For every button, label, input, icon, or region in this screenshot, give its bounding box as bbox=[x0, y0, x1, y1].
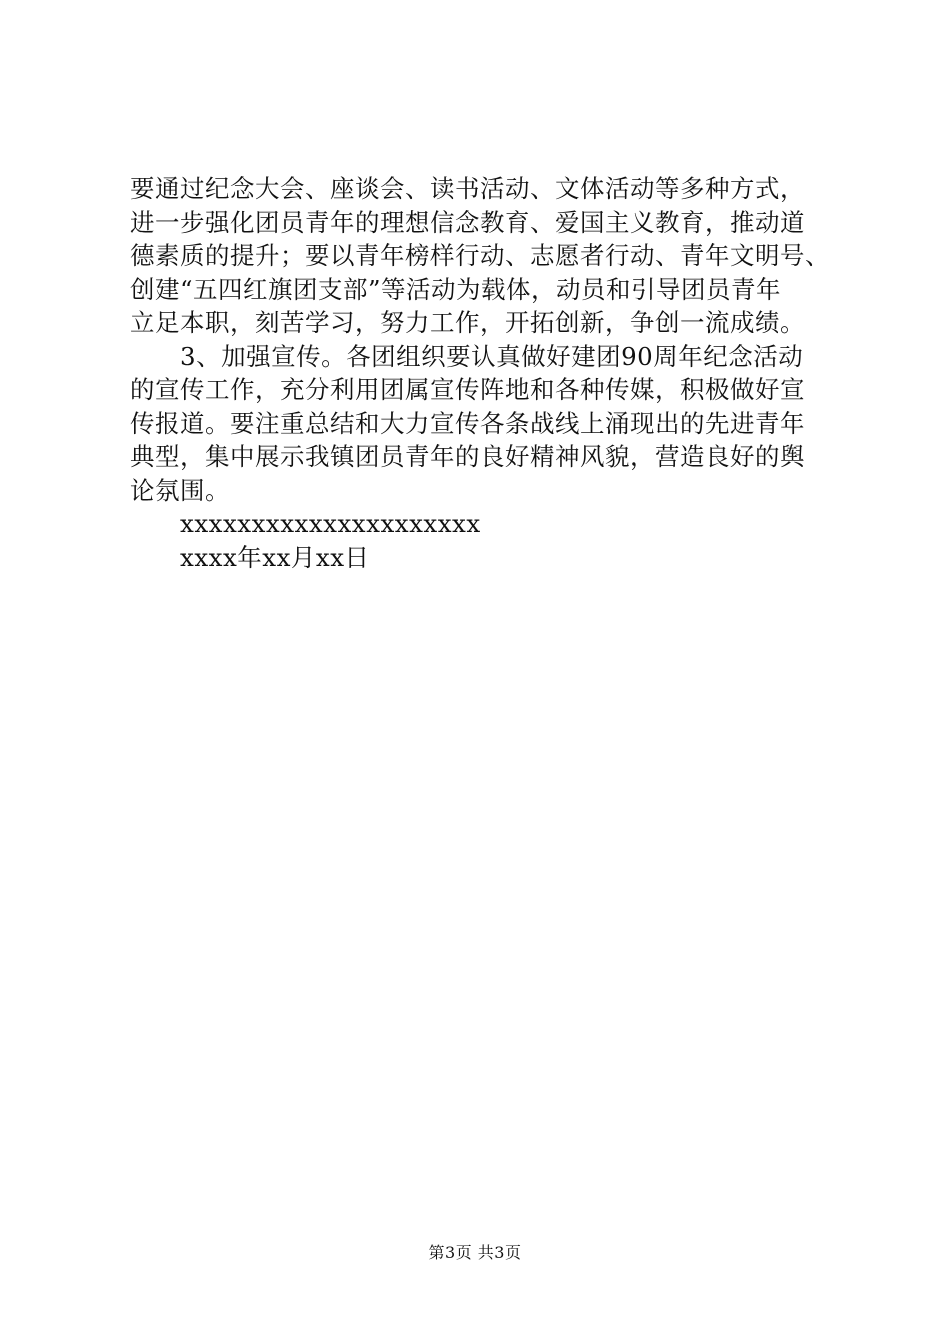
paragraph-2-line-1: 3、加强宣传。各团组织要认真做好建团90周年纪念活动 bbox=[180, 341, 804, 371]
page-indicator: 第3页 共3页 bbox=[428, 1243, 522, 1262]
paragraph-2-line-5: 论氛围。 bbox=[130, 475, 230, 505]
paragraph-1-line-5: 立足本职，刻苦学习，努力工作，开拓创新，争创一流成绩。 bbox=[130, 308, 805, 337]
paragraph-2-line-4: 典型，集中展示我镇团员青年的良好精神风貌，营造良好的舆 bbox=[130, 442, 805, 471]
paragraph-2-line-2: 的宣传工作，充分利用团属宣传阵地和各种传媒，积极做好宣 bbox=[130, 375, 805, 404]
paragraph-1-line-4: 创建“五四红旗团支部”等活动为载体，动员和引导团员青年 bbox=[130, 274, 782, 304]
document-body bbox=[130, 172, 830, 574]
paragraph-1-line-1: 要通过纪念大会、座谈会、读书活动、文体活动等多种方式， bbox=[130, 174, 805, 203]
paragraph-1-line-2: 进一步强化团员青年的理想信念教育、爱国主义教育，推动道 bbox=[130, 207, 805, 237]
signature-line: xxxxxxxxxxxxxxxxxxxxx bbox=[180, 509, 481, 538]
paragraph-1-line-3: 德素质的提升；要以青年榜样行动、志愿者行动、青年文明号、 bbox=[130, 241, 830, 270]
page-footer bbox=[0, 1242, 950, 1264]
date-line: xxxx年xx月xx日 bbox=[180, 542, 370, 572]
paragraph-2-line-3: 传报道。要注重总结和大力宣传各条战线上涌现出的先进青年 bbox=[130, 408, 805, 438]
